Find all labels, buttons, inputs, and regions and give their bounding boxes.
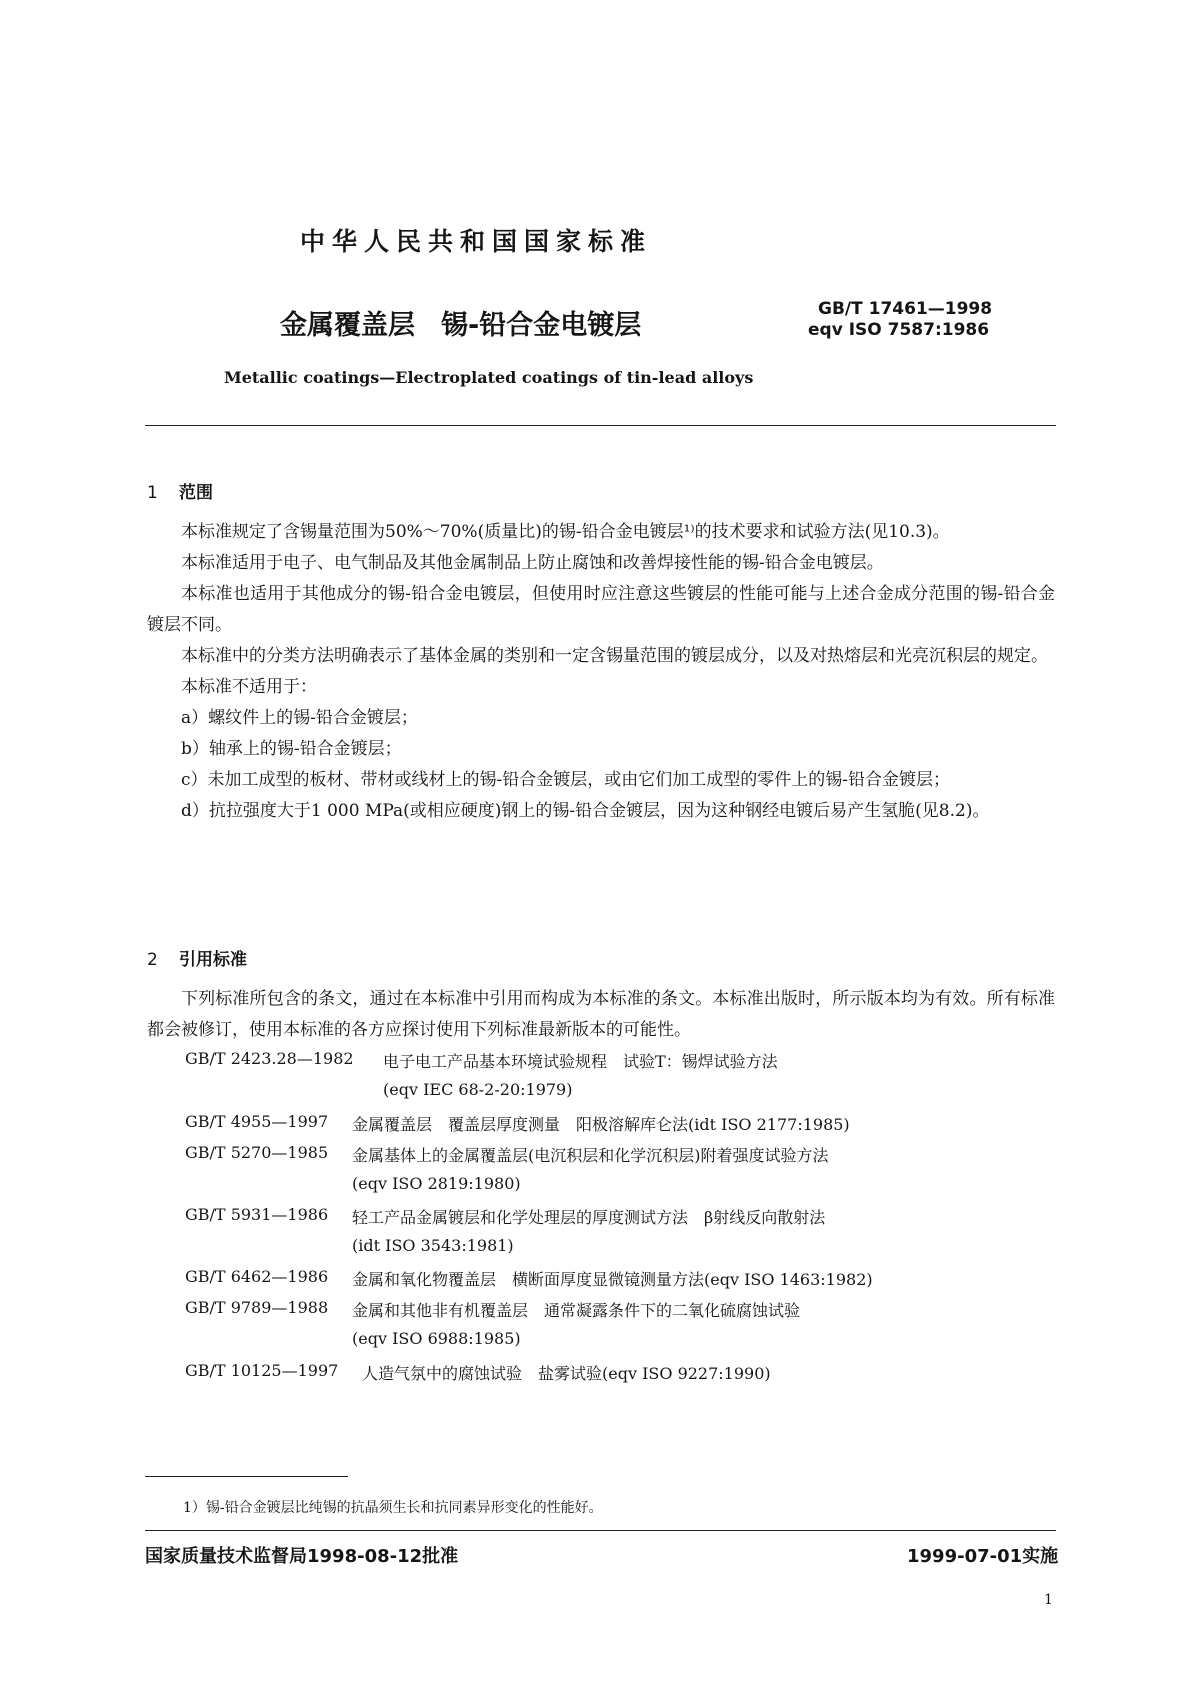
reference-title: 金属覆盖层 覆盖层厚度测量 阳极溶解库仑法(idt ISO 2177:1985) [352,1115,850,1134]
footnote-divider [145,1476,348,1477]
document-title-cn [280,303,641,342]
page-number: 1 [1044,1592,1053,1608]
reference-code: GB/T 5931—1986 [185,1205,329,1224]
section-2-intro [147,984,1055,1046]
reference-code: GB/T 6462—1986 [185,1267,329,1286]
section-title: 引用标准 [179,950,247,970]
reference-title-cont: (idt ISO 3543:1981) [352,1236,514,1255]
implementation-date: 1999-07-01实施 [907,1546,1059,1567]
reference-title: 金属和其他非有机覆盖层 通常凝露条件下的二氧化硫腐蚀试验 [352,1301,801,1320]
document-title-en: Metallic coatings—Electroplated coatings of tin-lead alloys [224,368,754,387]
list-item: a）螺纹件上的锡-铅合金镀层； [181,708,418,728]
paragraph: 本标准也适用于其他成分的锡-铅合金电镀层，但使用时应注意这些镀层的性能可能与上述合金成分范围的锡-铅合金镀层不同。 [147,584,1055,635]
section-number: 1 [147,483,158,503]
list-item: d）抗拉强度大于1 000 MPa(或相应硬度)钢上的锡-铅合金镀层，因为这种钢经电镀后易产生氢脆(见8.2)。 [181,801,990,821]
document-title-part2: 锡-铅合金电镀层 [441,310,642,341]
reference-code: GB/T 9789—1988 [185,1298,329,1317]
national-standard-title: 中华人民共和国国家标准 [300,227,653,256]
reference-code: GB/T 5270—1985 [185,1143,329,1162]
section-1-body [147,517,1055,827]
section-number: 2 [147,950,158,970]
section-2-heading [147,945,247,970]
footer-divider [145,1530,1056,1531]
reference-code: GB/T 4955—1997 [185,1112,329,1131]
paragraph: 本标准规定了含锡量范围为50%～70%(质量比)的锡-铅合金电镀层¹⁾的技术要求和试验方法(见10.3)。 [181,522,950,542]
list-item: b）轴承上的锡-铅合金镀层； [181,739,402,759]
paragraph: 本标准适用于电子、电气制品及其他金属制品上防止腐蚀和改善焊接性能的锡-铅合金电镀层。 [181,553,884,573]
reference-title-cont: (eqv IEC 68-2-20:1979) [383,1080,573,1099]
reference-title-cont: (eqv ISO 2819:1980) [352,1174,521,1193]
reference-code: GB/T 10125—1997 [185,1361,339,1380]
standard-number: GB/T 17461—1998 [818,299,993,319]
reference-title: 电子电工产品基本环境试验规程 试验T：锡焊试验方法 [383,1052,778,1071]
paragraph: 下列标准所包含的条文，通过在本标准中引用而构成为本标准的条文。本标准出版时，所示版本均为有效。所有标准都会被修订，使用本标准的各方应探讨使用下列标准最新版本的可能性。 [147,989,1055,1040]
reference-title: 金属和氧化物覆盖层 横断面厚度显微镜测量方法(eqv ISO 1463:1982) [352,1270,873,1289]
list-item: c）未加工成型的板材、带材或线材上的锡-铅合金镀层，或由它们加工成型的零件上的锡-铅合金镀层； [181,770,951,790]
equivalent-standard: eqv ISO 7587:1986 [808,320,990,340]
paragraph: 本标准中的分类方法明确表示了基体金属的类别和一定含锡量范围的镀层成分，以及对热熔层和光亮沉积层的规定。 [181,646,1048,666]
reference-title: 人造气氛中的腐蚀试验 盐雾试验(eqv ISO 9227:1990) [362,1364,771,1383]
paragraph: 本标准不适用于： [181,677,317,697]
reference-code: GB/T 2423.28—1982 [185,1049,354,1068]
document-title-part1: 金属覆盖层 [280,310,415,341]
section-1-heading [147,478,213,503]
reference-title-cont: (eqv ISO 6988:1985) [352,1329,521,1348]
header-divider [145,425,1056,426]
reference-title: 轻工产品金属镀层和化学处理层的厚度测试方法 β射线反向散射法 [352,1208,826,1227]
footnote: 1）锡-铅合金镀层比纯锡的抗晶须生长和抗同素异形变化的性能好。 [183,1500,603,1516]
section-title: 范围 [179,483,213,503]
approval-statement: 国家质量技术监督局1998-08-12批准 [145,1546,459,1567]
reference-title: 金属基体上的金属覆盖层(电沉积层和化学沉积层)附着强度试验方法 [352,1146,829,1165]
